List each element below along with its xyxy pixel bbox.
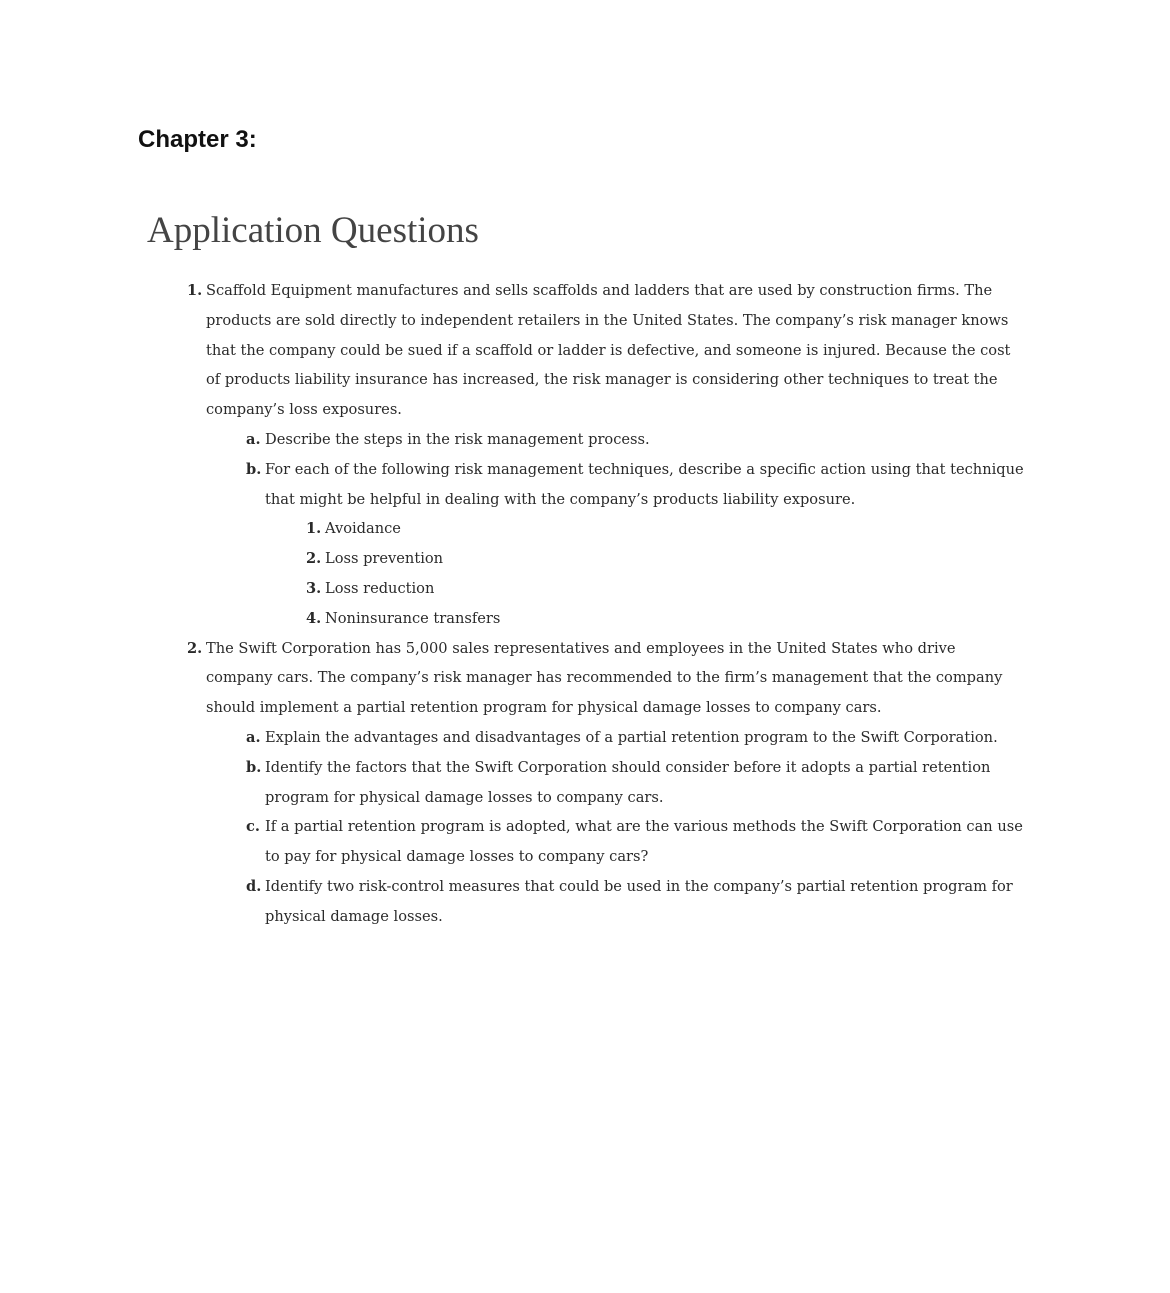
chapter-title: Chapter 3:	[138, 126, 257, 153]
question-2-part-a	[0, 723, 1025, 753]
question-text: The Swift Corporation has 5,000 sales representatives and employees in the United States who drive company cars. The company’s risk manager has recommended to the firm’s management that the company should implement a partial retention program for physical damage losses to company cars.	[206, 639, 1003, 717]
part-text: Identify two risk-control measures that could be used in the company’s partial retention program for physical damage losses.	[265, 877, 1013, 925]
item-text: Avoidance	[325, 520, 401, 538]
part-text: If a partial retention program is adopted, what are the various methods the Swift Corporation can use to pay for physical damage losses to company cars?	[265, 818, 1023, 866]
item-number: 3.	[306, 579, 322, 597]
technique-item-noninsurance-transfers	[0, 604, 1170, 634]
question-2-part-d	[0, 872, 1025, 932]
question-text: Scaffold Equipment manufactures and sells scaffolds and ladders that are used by construction firms. The products are sold directly to independent retailers in the United States. The company’s risk manager knows that the company could be sued if a scaffold or ladder is defective, and someone is injured. Because the cost of products liability insurance has increased, the risk manager is considering other techniques to treat the company’s loss exposures.	[206, 282, 1011, 419]
question-number: 2.	[187, 639, 203, 657]
question-1	[0, 276, 1016, 425]
item-number: 1.	[306, 520, 322, 538]
item-number: 4.	[306, 609, 322, 627]
part-text: Identify the factors that the Swift Corporation should consider before it adopts a partial retention program for physical damage losses to company cars.	[265, 758, 991, 806]
item-text: Noninsurance transfers	[325, 609, 501, 627]
question-2-part-c	[0, 812, 1025, 872]
question-number: 1.	[187, 282, 203, 299]
technique-item-avoidance	[0, 514, 1170, 544]
part-letter: b.	[246, 460, 262, 478]
question-2-part-b	[0, 753, 1025, 813]
part-text: For each of the following risk management techniques, describe a specific action using that technique that might be helpful in dealing with the company’s products liability exposure.	[265, 460, 1024, 508]
part-letter: d.	[246, 877, 262, 895]
technique-item-loss-reduction	[0, 574, 1170, 604]
question-1-part-b	[0, 455, 1025, 515]
questions-list	[0, 276, 1170, 932]
question-1-part-a	[0, 425, 1025, 455]
part-letter: c.	[246, 818, 260, 836]
part-text: Explain the advantages and disadvantages of a partial retention program to the Swift Corporation.	[265, 728, 998, 746]
question-2	[0, 634, 1016, 723]
item-number: 2.	[306, 550, 322, 568]
part-text: Describe the steps in the risk management process.	[265, 430, 650, 448]
part-letter: a.	[246, 430, 261, 448]
part-letter: b.	[246, 758, 262, 776]
technique-item-loss-prevention	[0, 544, 1170, 574]
part-letter: a.	[246, 728, 261, 746]
item-text: Loss reduction	[325, 579, 435, 597]
section-title: Application Questions	[147, 210, 479, 251]
item-text: Loss prevention	[325, 550, 444, 568]
